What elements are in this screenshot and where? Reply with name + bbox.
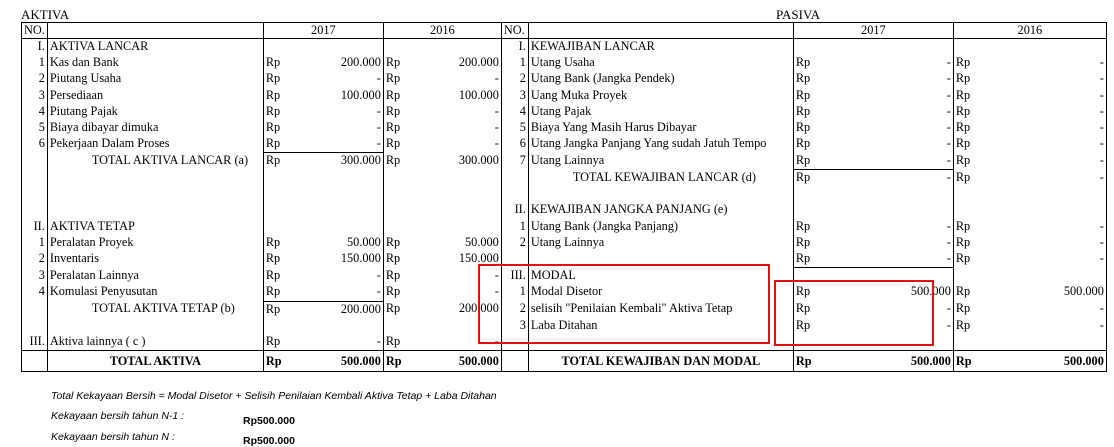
value-right-2017: - — [946, 234, 951, 249]
row-label-left: Piutang Usaha — [47, 71, 263, 87]
currency-left-2016: Rp — [383, 71, 407, 87]
currency-right-2016: Rp — [953, 170, 977, 187]
value-right-2017: 500.000 — [910, 284, 951, 299]
row-number-right: 3 — [501, 88, 528, 104]
value-right-2016: - — [977, 153, 1106, 170]
table-row — [22, 55, 1107, 71]
value-left-2017 — [287, 219, 383, 235]
currency-left-2016 — [383, 318, 407, 334]
table-row — [22, 153, 1107, 170]
year-header-2016-right: 2016 — [953, 23, 1106, 39]
currency-right-2017: Rp — [793, 120, 818, 136]
currency-left-2016: Rp — [383, 88, 407, 104]
currency-right-2016: Rp — [953, 71, 977, 87]
value-left-2017 — [287, 202, 383, 218]
row-number-right: 5 — [501, 120, 528, 136]
currency-left-2016: Rp — [383, 120, 407, 136]
row-label-right: Modal Disetor — [528, 284, 793, 301]
row-number-left: 3 — [22, 268, 48, 285]
currency-right-2017: Rp — [793, 104, 818, 120]
currency-left-2016: Rp — [383, 153, 407, 170]
currency-right-2017: Rp — [793, 318, 818, 334]
value-left-2016: 150.000 — [458, 250, 499, 265]
value-right-2017: - — [946, 301, 951, 315]
currency-right-2017: Rp — [793, 170, 818, 187]
value-left-2017: - — [376, 103, 381, 118]
row-number-left: III. — [22, 334, 48, 351]
row-label-left: AKTIVA TETAP — [47, 219, 263, 235]
value-right-2017 — [818, 186, 953, 202]
row-label-right: Utang Bank (Jangka Panjang) — [528, 219, 793, 235]
total-spacer-right — [501, 351, 528, 372]
table-row — [22, 104, 1107, 120]
currency-left-2016: Rp — [383, 284, 407, 301]
value-left-2016: 200.000 — [458, 55, 499, 70]
currency-left-2017: Rp — [263, 284, 287, 301]
value-right-2017 — [818, 202, 953, 218]
currency-left-2017 — [263, 318, 287, 334]
row-number-left: 3 — [22, 88, 48, 104]
row-label-left: Inventaris — [47, 251, 263, 268]
value-right-2016: - — [977, 136, 1106, 153]
value-left-2016: - — [494, 136, 499, 151]
value-right-2016: 500.000 — [977, 284, 1106, 301]
header-row — [22, 23, 1107, 39]
value-left-2016: - — [494, 267, 499, 282]
currency-left-2016: Rp — [383, 301, 407, 318]
row-label-right: Uang Muka Proyek — [528, 88, 793, 104]
currency-right-2016: Rp — [953, 219, 977, 235]
row-label-left: TOTAL AKTIVA LANCAR (a) — [47, 153, 263, 170]
currency-right-2016: Rp — [953, 136, 977, 153]
table-row — [22, 186, 1107, 202]
currency-right-2016: Rp — [953, 251, 977, 268]
value-left-2017: - — [287, 284, 383, 301]
cur-net-worth-label: Kekayaan bersih tahun N : — [51, 431, 175, 443]
total-row — [22, 351, 1107, 372]
row-number-right: 2 — [501, 235, 528, 251]
row-number-right: 2 — [501, 71, 528, 87]
currency-right-2017: Rp — [793, 235, 818, 251]
currency-right-2016: Rp — [953, 235, 977, 251]
total-aktiva-value-2016: 500.000 — [407, 351, 501, 372]
value-right-2016: - — [977, 71, 1106, 87]
label-header-right — [528, 23, 793, 39]
currency-left-2017: Rp — [263, 88, 287, 104]
value-left-2017: - — [287, 136, 383, 153]
currency-left-2017: Rp — [263, 120, 287, 136]
total-kewajiban-modal-label: TOTAL KEWAJIBAN DAN MODAL — [528, 351, 793, 372]
row-number-left — [22, 301, 48, 318]
currency-left-2016: Rp — [383, 235, 407, 251]
currency-left-2016: Rp — [383, 334, 407, 351]
value-right-2017: - — [946, 170, 951, 184]
value-left-2016 — [407, 170, 501, 187]
value-right-2016: - — [977, 235, 1106, 251]
currency-left-2017 — [263, 219, 287, 235]
value-left-2016: - — [494, 284, 499, 299]
row-label-left — [47, 170, 263, 187]
table-row — [22, 219, 1107, 235]
value-right-2017: - — [946, 87, 951, 102]
row-label-right: Utang Jangka Panjang Yang sudah Jatuh Tempo — [528, 136, 793, 153]
currency-right-2017: Rp — [793, 301, 818, 318]
pasiva-header: PASIVA — [776, 7, 821, 22]
value-left-2017: 100.000 — [340, 87, 381, 102]
table-row — [22, 235, 1107, 251]
value-left-2017: 50.000 — [347, 234, 381, 249]
value-left-2016: 100.000 — [458, 87, 499, 102]
value-right-2016: - — [977, 301, 1106, 318]
value-right-2016: - — [977, 104, 1106, 120]
currency-left-2016: Rp — [383, 136, 407, 153]
aktiva-header: AKTIVA — [21, 7, 70, 22]
value-right-2017: - — [946, 136, 951, 151]
table-row — [22, 170, 1107, 187]
row-label-right: Utang Bank (Jangka Pendek) — [528, 71, 793, 87]
currency-left-2017: Rp — [263, 104, 287, 120]
currency-left-2017: Rp — [263, 235, 287, 251]
row-number-right: I. — [501, 39, 528, 56]
currency-left-2017 — [263, 186, 287, 202]
currency-left-2017: Rp — [263, 301, 287, 318]
currency-left-2017: Rp — [263, 153, 287, 170]
row-number-right: 7 — [501, 153, 528, 170]
net-worth-formula: Total Kekayaan Bersih = Modal Disetor + Selisih Penilaian Kembali Aktiva Tetap + Laba Ditahan — [51, 390, 497, 402]
row-label-left: Persediaan — [47, 88, 263, 104]
total-kewajiban-value-2017: 500.000 — [818, 351, 953, 372]
row-number-right: 2 — [501, 301, 528, 318]
value-right-2016: - — [977, 88, 1106, 104]
table-row — [22, 88, 1107, 104]
currency-left-2016 — [383, 219, 407, 235]
row-label-right: MODAL — [528, 268, 793, 285]
currency-left-2016 — [383, 39, 407, 56]
row-number-right: 6 — [501, 136, 528, 153]
value-right-2017: - — [946, 103, 951, 118]
value-left-2016: - — [494, 119, 499, 134]
value-right-2016: - — [977, 55, 1106, 71]
table-row — [22, 202, 1107, 218]
modal-values-highlight — [774, 280, 934, 346]
currency-right-2017: Rp — [793, 153, 818, 170]
value-right-2017: - — [818, 251, 953, 268]
row-number-left — [22, 186, 48, 202]
value-left-2016 — [407, 202, 501, 218]
row-label-left — [47, 202, 263, 218]
row-number-left: 1 — [22, 235, 48, 251]
row-label-right: selisih "Penilaian Kembali" Aktiva Tetap — [528, 301, 793, 318]
value-left-2017: - — [376, 119, 381, 134]
total-kewajiban-currency-2017: Rp — [793, 351, 818, 372]
row-label-left: Peralatan Lainnya — [47, 268, 263, 285]
currency-left-2017 — [263, 202, 287, 218]
value-left-2016: 200.000 — [458, 301, 499, 315]
currency-left-2016: Rp — [383, 55, 407, 71]
total-aktiva-label: TOTAL AKTIVA — [47, 351, 263, 372]
row-label-left: TOTAL AKTIVA TETAP (b) — [47, 301, 263, 318]
table-row — [22, 136, 1107, 153]
total-aktiva-value-2017: 500.000 — [287, 351, 383, 372]
value-left-2017: - — [376, 267, 381, 282]
row-number-left: 5 — [22, 120, 48, 136]
value-right-2017: - — [946, 317, 951, 332]
currency-left-2017 — [263, 39, 287, 56]
value-left-2017: - — [376, 333, 381, 348]
currency-left-2017: Rp — [263, 55, 287, 71]
total-kewajiban-value-2016: 500.000 — [977, 351, 1106, 372]
currency-right-2016 — [953, 268, 977, 285]
value-left-2017 — [287, 186, 383, 202]
value-left-2017: 150.000 — [340, 250, 381, 265]
year-header-2016-left: 2016 — [383, 23, 501, 39]
value-right-2016 — [977, 268, 1106, 285]
value-left-2016: 50.000 — [465, 234, 499, 249]
value-left-2017: 200.000 — [340, 301, 381, 316]
currency-right-2016: Rp — [953, 318, 977, 334]
row-number-left: 4 — [22, 104, 48, 120]
value-left-2016 — [407, 186, 501, 202]
row-label-right: KEWAJIBAN JANGKA PANJANG (e) — [528, 202, 793, 218]
row-number-right: 1 — [501, 55, 528, 71]
row-label-right: Utang Lainnya — [528, 235, 793, 251]
row-number-left: 2 — [22, 251, 48, 268]
currency-right-2017: Rp — [793, 71, 818, 87]
currency-right-2017: Rp — [793, 136, 818, 153]
currency-right-2016: Rp — [953, 120, 977, 136]
row-label-left: Kas dan Bank — [47, 55, 263, 71]
row-label-left: Biaya dibayar dimuka — [47, 120, 263, 136]
row-number-left: I. — [22, 39, 48, 56]
currency-right-2016 — [953, 202, 977, 218]
row-label-right — [528, 186, 793, 202]
row-number-right: 4 — [501, 104, 528, 120]
value-right-2017: - — [946, 55, 951, 70]
value-right-2016 — [977, 202, 1106, 218]
year-header-2017-left: 2017 — [263, 23, 383, 39]
table-row — [22, 71, 1107, 87]
currency-right-2017: Rp — [793, 55, 818, 71]
cur-net-worth-value: Rp500.000 — [243, 435, 295, 447]
currency-left-2016 — [383, 202, 407, 218]
value-left-2017 — [287, 318, 383, 334]
currency-right-2016: Rp — [953, 55, 977, 71]
row-number-right: 1 — [501, 219, 528, 235]
value-left-2016 — [407, 219, 501, 235]
currency-left-2017: Rp — [263, 268, 287, 285]
value-right-2017 — [818, 39, 953, 56]
currency-right-2016 — [953, 39, 977, 56]
currency-right-2017 — [793, 186, 818, 202]
total-aktiva-currency-2017: Rp — [263, 351, 287, 372]
row-label-left: Pekerjaan Dalam Proses — [47, 136, 263, 153]
currency-left-2017 — [263, 170, 287, 187]
currency-left-2017: Rp — [263, 71, 287, 87]
modal-labels-highlight — [478, 264, 770, 344]
currency-left-2017: Rp — [263, 251, 287, 268]
currency-right-2017: Rp — [793, 251, 818, 268]
row-label-left: Aktiva lainnya ( c ) — [47, 334, 263, 351]
currency-right-2016: Rp — [953, 284, 977, 301]
value-left-2016 — [407, 39, 501, 56]
row-label-right: Utang Lainnya — [528, 153, 793, 170]
currency-right-2016 — [953, 334, 977, 351]
year-header-2017-right: 2017 — [793, 23, 953, 39]
row-number-left: 6 — [22, 136, 48, 153]
value-right-2016: - — [977, 120, 1106, 136]
row-label-left — [47, 186, 263, 202]
row-number-right: 3 — [501, 318, 528, 334]
currency-right-2016: Rp — [953, 88, 977, 104]
value-right-2016: - — [977, 170, 1106, 187]
row-number-left — [22, 170, 48, 187]
row-number-left — [22, 153, 48, 170]
row-number-left — [22, 318, 48, 334]
no-header-left: NO. — [22, 23, 48, 39]
prev-net-worth-value: Rp500.000 — [243, 415, 295, 427]
currency-right-2017: Rp — [793, 219, 818, 235]
value-left-2017: 200.000 — [340, 55, 381, 70]
row-label-left: Komulasi Penyusutan — [47, 284, 263, 301]
label-header-left — [47, 23, 263, 39]
currency-right-2017: Rp — [793, 284, 818, 301]
currency-left-2016 — [383, 170, 407, 187]
row-number-right — [501, 186, 528, 202]
row-number-right: III. — [501, 268, 528, 285]
value-left-2017 — [287, 39, 383, 56]
row-label-right: TOTAL KEWAJIBAN LANCAR (d) — [528, 170, 793, 187]
row-number-left: II. — [22, 219, 48, 235]
prev-net-worth-label: Kekayaan bersih tahun N-1 : — [51, 410, 185, 422]
value-right-2016: - — [977, 219, 1106, 235]
row-label-right: Utang Pajak — [528, 104, 793, 120]
no-header-right: NO. — [501, 23, 528, 39]
value-right-2017: - — [946, 218, 951, 233]
row-number-right: II. — [501, 202, 528, 218]
currency-right-2016: Rp — [953, 104, 977, 120]
currency-right-2016: Rp — [953, 301, 977, 318]
currency-right-2016 — [953, 186, 977, 202]
total-spacer-left — [22, 351, 48, 372]
value-right-2016: - — [977, 251, 1106, 268]
value-right-2017: - — [946, 71, 951, 86]
table-row — [22, 120, 1107, 136]
currency-left-2017: Rp — [263, 136, 287, 153]
value-left-2016: - — [494, 71, 499, 86]
value-right-2016 — [977, 186, 1106, 202]
value-right-2016: - — [977, 318, 1106, 334]
currency-left-2017: Rp — [263, 334, 287, 351]
row-number-right — [501, 170, 528, 187]
table-row — [22, 39, 1107, 56]
row-label-right: Biaya Yang Masih Harus Dibayar — [528, 120, 793, 136]
row-label-right: Laba Ditahan — [528, 318, 793, 334]
total-kewajiban-currency-2016: Rp — [953, 351, 977, 372]
row-label-left — [47, 318, 263, 334]
value-left-2017: - — [376, 71, 381, 86]
currency-right-2016: Rp — [953, 153, 977, 170]
value-left-2016: - — [494, 103, 499, 118]
row-number-left: 4 — [22, 284, 48, 301]
row-number-left: 2 — [22, 71, 48, 87]
currency-left-2016: Rp — [383, 251, 407, 268]
currency-right-2017 — [793, 39, 818, 56]
value-right-2017: - — [818, 153, 953, 170]
row-number-left: 1 — [22, 55, 48, 71]
currency-left-2016 — [383, 186, 407, 202]
row-label-left: AKTIVA LANCAR — [47, 39, 263, 56]
total-aktiva-currency-2016: Rp — [383, 351, 407, 372]
currency-left-2016: Rp — [383, 104, 407, 120]
currency-right-2017: Rp — [793, 88, 818, 104]
value-left-2016: 300.000 — [458, 152, 499, 167]
value-left-2016: - — [494, 333, 499, 348]
value-right-2016 — [977, 334, 1106, 351]
row-number-left — [22, 202, 48, 218]
row-number-right: 1 — [501, 284, 528, 301]
row-label-left: Peralatan Proyek — [47, 235, 263, 251]
value-right-2016 — [977, 39, 1106, 56]
row-label-right: Utang Usaha — [528, 55, 793, 71]
currency-right-2017 — [793, 202, 818, 218]
value-left-2017 — [287, 170, 383, 187]
currency-left-2016: Rp — [383, 268, 407, 285]
row-label-right: KEWAJIBAN LANCAR — [528, 39, 793, 56]
row-label-left: Piutang Pajak — [47, 104, 263, 120]
value-right-2017: - — [946, 119, 951, 134]
value-left-2017: 300.000 — [340, 153, 381, 168]
